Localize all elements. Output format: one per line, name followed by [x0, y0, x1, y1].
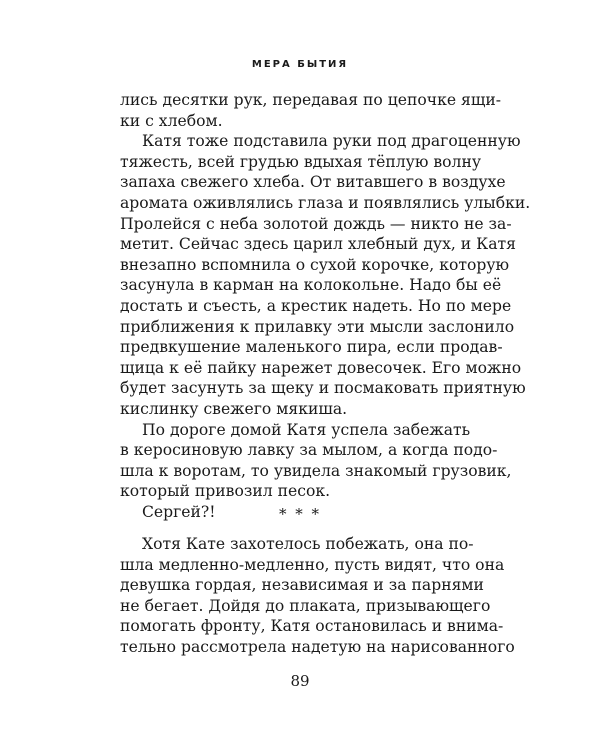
text-line: помогать фронту, Катя остановилась и внима-	[120, 617, 504, 636]
text-line: будет засунуть за щеку и посмаковать приятную	[120, 379, 526, 398]
text-line: тельно рассмотрела надетую на нарисованного	[120, 637, 515, 656]
text-line: шла медленно-медленно, пусть видят, что она	[120, 555, 505, 574]
running-title: МЕРА БЫТИЯ	[251, 59, 349, 70]
text-line: запаха свежего хлеба. От витавшего в воздухе	[120, 173, 506, 192]
text-line: щица к её пайку нарежет довесочек. Его можно	[120, 358, 522, 377]
text-line: По дороге домой Катя успела забежать	[142, 420, 471, 439]
text-line: Катя тоже подставила руки под драгоценную	[142, 132, 521, 151]
section-separator: * * *	[278, 505, 322, 523]
body-text-block	[120, 534, 515, 658]
page-number: 89	[290, 672, 310, 690]
text-line: в керосиновую лавку за мылом, а когда подо-	[120, 441, 498, 460]
text-line: девушка гордая, независимая и за парнями	[120, 576, 484, 595]
text-line: внезапно вспомнила о сухой корочке, которую	[120, 255, 510, 274]
body-text-block	[120, 90, 531, 522]
text-line: шла к воротам, то увидела знакомый грузовик,	[120, 461, 512, 480]
text-line: засунула в карман на колокольне. Надо бы её	[120, 276, 502, 295]
text-line: аромата оживлялись глаза и появлялись улыбки.	[120, 193, 531, 212]
text-line: Хотя Кате захотелось побежать, она по-	[142, 535, 474, 553]
text-line: метит. Сейчас здесь царил хлебный дух, и Катя	[120, 235, 516, 254]
text-line: ки с хлебом.	[120, 111, 223, 130]
text-line: предвкушение маленького пира, если продав-	[120, 338, 503, 357]
text-line: приближения к прилавку эти мысли заслонило	[120, 317, 515, 336]
text-line: лись десятки рук, передавая по цепочке ящи-	[120, 91, 502, 109]
text-line: кислинку свежего мякиша.	[120, 399, 348, 418]
text-line: тяжесть, всей грудью вдыхая тёплую волну	[120, 152, 482, 171]
text-line: достать и съесть, а крестик надеть. Но по мере	[120, 296, 512, 315]
text-line: который привозил песок.	[120, 482, 331, 501]
text-line: Сергей?!	[142, 502, 216, 521]
text-line: Пролейся с неба золотой дождь — никто не за-	[120, 214, 512, 233]
text-line: не бегает. Дойдя до плаката, призывающего	[120, 596, 491, 615]
